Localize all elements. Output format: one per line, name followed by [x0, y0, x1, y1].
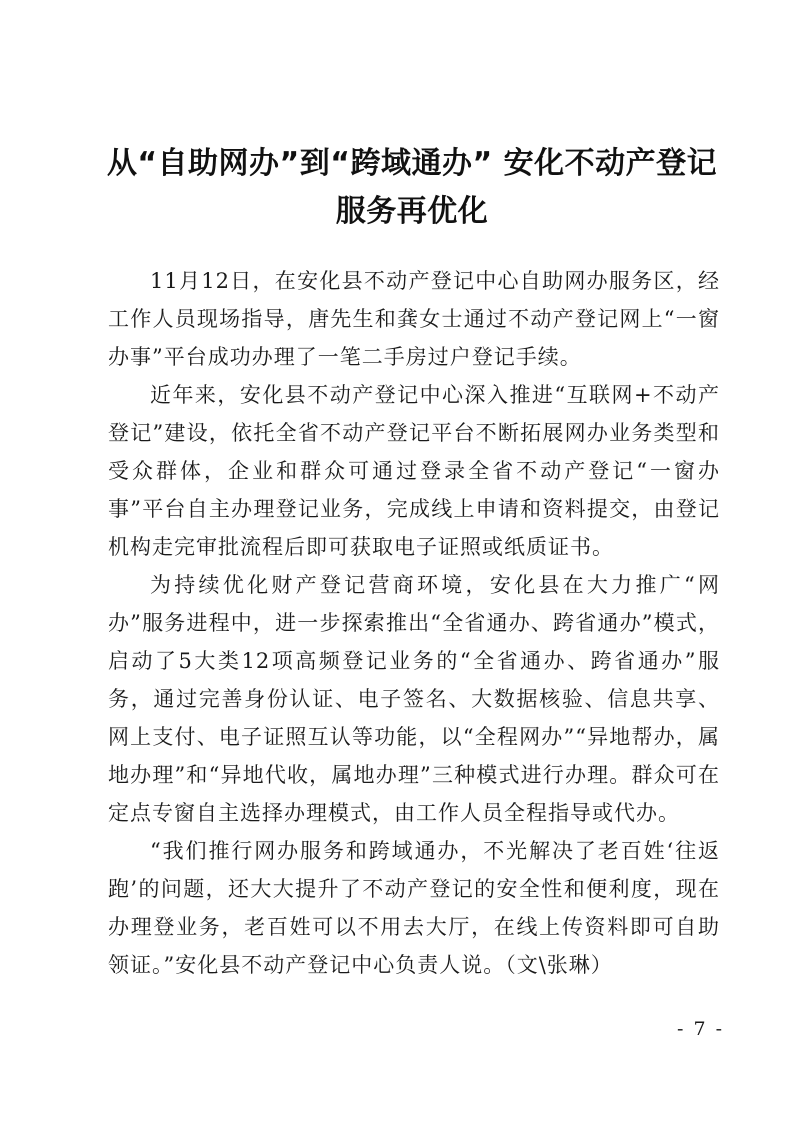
paragraph-1: 11月12日，在安化县不动产登记中心自助网办服务区，经工作人员现场指导，唐先生和龚女士通过不动产登记网上“一窗办事”平台成功办理了一笔二手房过户登记手续。 [108, 269, 720, 369]
paragraph-4: “我们推行网办服务和跨域通办，不光解决了老百姓‘往返跑’的问题，还大大提升了不动产登记的安全性和便利度，现在办理登业务，老百姓可以不用去大厅，在线上传资料即可自助领证。”安化县不动产登记中心负责人说。（文\张琳） [108, 839, 720, 977]
page-number: - 7 - [676, 1018, 724, 1040]
paragraph-2: 近年来，安化县不动产登记中心深入推进“互联网+不动产登记”建设，依托全省不动产登记平台不断拓展网办业务类型和受众群体，企业和群众可通过登录全省不动产登记“一窗办事”平台自主办理登记业务，完成线上申请和资料提交，由登记机构走完审批流程后即可获取电子证照或纸质证书。 [108, 383, 720, 559]
article-title: 从“自助网办”到“跨域通办” 安化不动产登记服务再优化 [106, 146, 718, 229]
paragraph-3: 为持续优化财产登记营商环境，安化县在大力推广“网办”服务进程中，进一步探索推出“全省通办、跨省通办”模式，启动了5大类12项高频登记业务的“全省通办、跨省通办”服务，通过完善身份认证、电子签名、大数据核验、信息共享、网上支付、电子证照互认等功能，以“全程网办”“异地帮办，属地办理”和“异地代收，属地办理”三种模式进行办理。群众可在定点专窗自主选择办理模式，由工作人员全程指导或代办。 [108, 573, 720, 825]
article-body [108, 262, 720, 984]
